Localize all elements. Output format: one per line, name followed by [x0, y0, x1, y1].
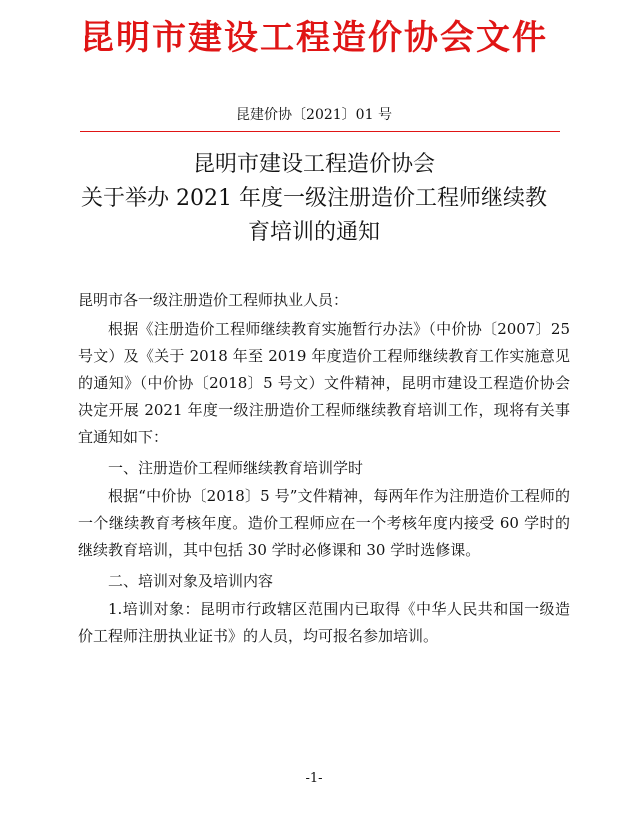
section-1-paragraph: 根据“中价协〔2018〕5 号”文件精神，每两年作为注册造价工程师的一个继续教育考核年度。造价工程师应在一个考核年度内接受 60 学时的继续教育培训，其中包括 30 学时必修课和 30 学时选修课。 [78, 487, 570, 559]
document-body [78, 285, 570, 650]
document-title [60, 148, 568, 250]
page-number: -1- [305, 771, 323, 786]
section-2-item-1: 1.培训对象：昆明市行政辖区范围内已取得《中华人民共和国一级造价工程师注册执业证书》的人员，均可报名参加培训。 [78, 600, 570, 645]
intro-paragraph: 根据《注册造价工程师继续教育实施暂行办法》（中价协〔2007〕25 号文）及《关于 2018 年至 2019 年度造价工程师继续教育工作实施意见的通知》（中价协〔2018〕5 号文）文件精神，昆明市建设工程造价协会决定开展 2021 年度一级注册造价工程师继续教育培训工作，现将有关事宜通知如下： [78, 320, 570, 446]
title-line-3: 育培训的通知 [247, 220, 380, 245]
document-number: 昆建价协〔2021〕01 号 [236, 107, 392, 123]
section-2-heading: 二、培训对象及培训内容 [108, 572, 274, 590]
org-header-title: 昆明市建设工程造价协会文件 [80, 18, 548, 58]
title-line-1: 昆明市建设工程造价协会 [192, 152, 435, 177]
title-line-2: 关于举办 2021 年度一级注册造价工程师继续教 [81, 186, 547, 211]
section-1-heading: 一、注册造价工程师继续教育培训学时 [108, 459, 364, 477]
salutation: 昆明市各一级注册造价工程师执业人员： [78, 291, 349, 309]
header-divider [80, 131, 560, 132]
